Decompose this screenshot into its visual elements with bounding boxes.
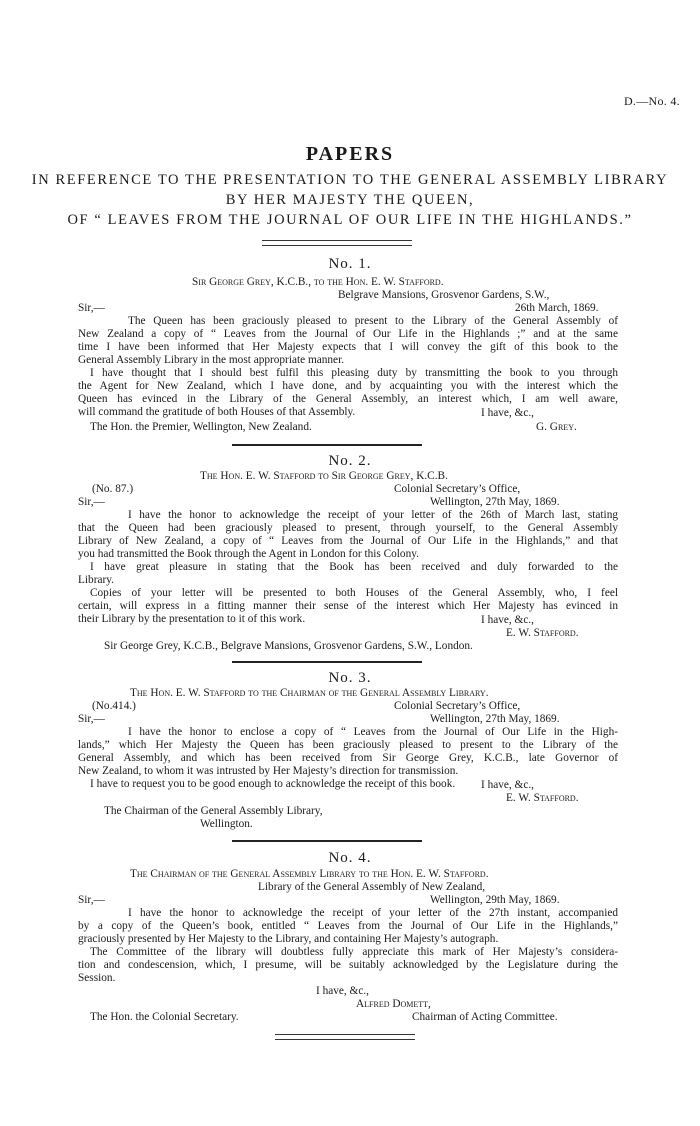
- letter-4-number: No. 4.: [328, 850, 372, 866]
- letter-4-signature: Alfred Domett,: [356, 998, 431, 1010]
- letter-1-number: No. 1.: [328, 256, 372, 272]
- letter-3-from-to: The Hon. E. W. Stafford to the Chairman of the General Assembly Library.: [130, 687, 489, 699]
- closing-divider: [275, 1034, 415, 1040]
- letter-4-line: The Committee of the library will doubtless fully appreciate this mark of Her Majesty’s considera-: [90, 946, 618, 958]
- letter-2-line: Library of New Zealand, a copy of “ Leaves from the Journal of Our Life in the Highlands,” and that: [78, 535, 618, 547]
- letter-1-address: Belgrave Mansions, Grosvenor Gardens, S.W.,: [338, 289, 550, 301]
- letter-4-date: Wellington, 29th May, 1869.: [430, 894, 560, 906]
- letter-1-line: New Zealand a copy of “ Leaves from the Journal of Our Life in the Highlands ;” and at the same: [78, 328, 618, 340]
- letter-2-ref: (No. 87.): [92, 483, 134, 495]
- letter-2-line: I have the honor to acknowledge the receipt of your letter of the 26th of March last, stating: [128, 509, 618, 521]
- letter-4-from-to: The Chairman of the General Assembly Library to the Hon. E. W. Stafford.: [130, 868, 489, 880]
- letter-3-addressee-line1: The Chairman of the General Assembly Library,: [104, 805, 323, 817]
- letter-2-salutation: Sir,—: [78, 496, 105, 508]
- letter-3-closing: I have, &c.,: [481, 779, 535, 791]
- letter-1-line: I have thought that I should best fulfil this pleasing duty by transmitting the book to you through: [90, 367, 618, 379]
- letter-4-line: Session.: [78, 972, 116, 984]
- letter-3-date: Wellington, 27th May, 1869.: [430, 713, 560, 725]
- letter-3-line: lands,” which Her Majesty the Queen has been graciously pleased to present to the Library of the: [78, 739, 618, 751]
- letter-4-line: by a copy of the Queen’s book, entitled “ Leaves from the Journal of Our Life in the Highlands,”: [78, 920, 618, 932]
- letter-2-from-to: The Hon. E. W. Stafford to Sir George Grey, K.C.B.: [200, 470, 448, 482]
- letter-2-address: Colonial Secretary’s Office,: [394, 483, 521, 495]
- letter-2-addressee: Sir George Grey, K.C.B., Belgrave Mansions, Grosvenor Gardens, S.W., London.: [104, 640, 473, 652]
- letter-2-line: Library.: [78, 574, 114, 586]
- letter-divider: [232, 661, 422, 663]
- letter-1-line: The Queen has been graciously pleased to present to the Library of the General Assembly of: [128, 315, 618, 327]
- letter-2-line: certain, will express in a fitting manner their sense of the interest which Her Majesty has evinced in: [78, 600, 618, 612]
- letter-4-addressee: The Hon. the Colonial Secretary.: [90, 1011, 239, 1023]
- letter-2-line: that the Queen had been graciously pleased to present, through yourself, to the General Assembly: [78, 522, 618, 534]
- letter-1-line: the Agent for New Zealand, which I have done, and by acquainting you with the interest which the: [78, 380, 618, 392]
- letter-3-signature: E. W. Stafford.: [506, 792, 579, 804]
- letter-4-salutation: Sir,—: [78, 894, 105, 906]
- letter-4-line: tion and condescension, which, I presume, will be suitably acknowledged by the Legislature during the: [78, 959, 618, 971]
- letter-1-from-to: Sir George Grey, K.C.B., to the Hon. E. W. Stafford.: [192, 276, 444, 288]
- letter-4-address: Library of the General Assembly of New Zealand,: [258, 881, 486, 893]
- letter-4-line: I have the honor to acknowledge the receipt of your letter of the 27th instant, accompanied: [128, 907, 618, 919]
- letter-3-line: General Assembly, and which has been received from Sir George Grey, K.C.B., late Governor of: [78, 752, 618, 764]
- document-title: PAPERS: [305, 143, 395, 165]
- letter-3-address: Colonial Secretary’s Office,: [394, 700, 521, 712]
- letter-1-line: will command the gratitude of both Houses of that Assembly.: [78, 406, 356, 418]
- letter-2-line: Copies of your letter will be presented to both Houses of the General Assembly, who, I feel: [90, 587, 618, 599]
- letter-2-line: you had transmitted the Book through the Agent in London for this Colony.: [78, 548, 419, 560]
- letter-divider: [232, 444, 422, 446]
- letter-2-line: their Library by the presentation to it of this work.: [78, 613, 306, 625]
- letter-3-salutation: Sir,—: [78, 713, 105, 725]
- letter-3-line: I have to request you to be good enough to acknowledge the receipt of this book.: [90, 778, 456, 790]
- letter-1-closing: I have, &c.,: [481, 407, 535, 419]
- letter-1-date: 26th March, 1869.: [515, 302, 599, 314]
- letter-1-addressee: The Hon. the Premier, Wellington, New Zealand.: [90, 421, 312, 433]
- letter-1-line: time I have been informed that Her Majesty expects that I will convey the gift of this book to the: [78, 341, 618, 353]
- letter-1-line: General Assembly Library in the most appropriate manner.: [78, 354, 345, 366]
- title-line-1: IN REFERENCE TO THE PRESENTATION TO THE GENERAL ASSEMBLY LIBRARY: [31, 172, 669, 188]
- letter-4-closing: I have, &c.,: [316, 985, 370, 997]
- letter-2-closing: I have, &c.,: [481, 614, 535, 626]
- letter-4-signer-title: Chairman of Acting Committee.: [412, 1011, 558, 1023]
- document-reference: D.—No. 4.: [623, 94, 680, 108]
- letter-4-line: graciously presented by Her Majesty to the Library, and containing Her Majesty’s autograph.: [78, 933, 499, 945]
- title-divider: [262, 240, 412, 246]
- letter-1-salutation: Sir,—: [78, 302, 105, 314]
- letter-2-number: No. 2.: [328, 453, 372, 469]
- letter-3-addressee-line2: Wellington.: [200, 818, 253, 830]
- letter-3-ref: (No.414.): [92, 700, 136, 712]
- title-line-3: OF “ LEAVES FROM THE JOURNAL OF OUR LIFE IN THE HIGHLANDS.”: [67, 212, 633, 228]
- letter-3-number: No. 3.: [328, 670, 372, 686]
- letter-1-signature: G. Grey.: [536, 421, 577, 433]
- letter-2-signature: E. W. Stafford.: [506, 627, 579, 639]
- letter-3-line: I have the honor to enclose a copy of “ Leaves from the Journal of Our Life in the High-: [128, 726, 618, 738]
- letter-1-line: Queen has evinced in the Library of the General Assembly, an interest which, I am well aware,: [78, 393, 618, 405]
- letter-2-line: I have great pleasure in stating that the Book has been received and duly forwarded to the: [90, 561, 618, 573]
- title-line-2: BY HER MAJESTY THE QUEEN,: [225, 192, 475, 208]
- letter-3-line: New Zealand, to whom it was intrusted by Her Majesty’s direction for transmission.: [78, 765, 459, 777]
- letter-2-date: Wellington, 27th May, 1869.: [430, 496, 560, 508]
- letter-divider: [232, 840, 422, 842]
